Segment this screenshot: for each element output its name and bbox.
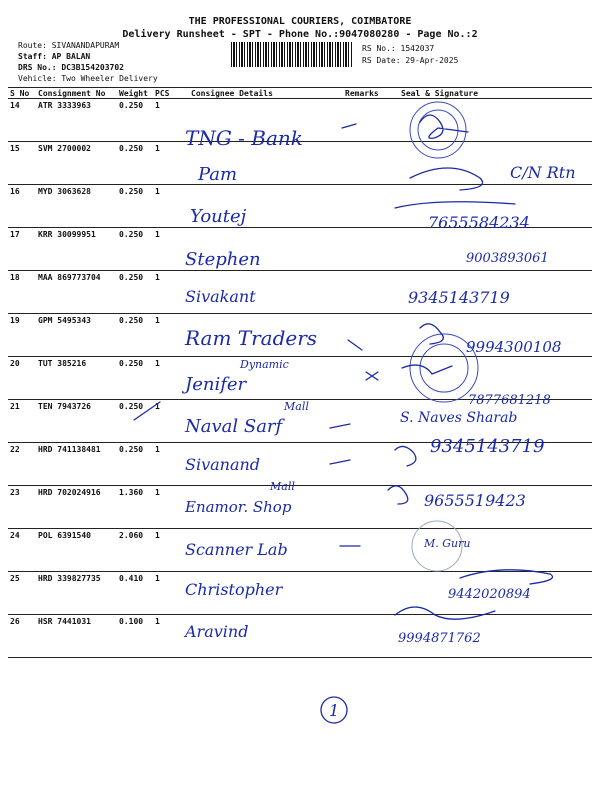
consignment-no: MYD 3063628 <box>36 185 117 228</box>
pcs: 1 <box>153 486 189 529</box>
handwritten-consignee: Sivanand <box>185 455 261 474</box>
weight: 0.250 <box>117 443 153 486</box>
handwritten-consignee: Scanner Lab <box>185 540 288 559</box>
handwritten-phone: 9655519423 <box>424 491 526 510</box>
pcs: 1 <box>153 572 189 615</box>
weight: 2.060 <box>117 529 153 572</box>
handwritten-consignee: Mall <box>270 480 295 493</box>
weight: 0.250 <box>117 314 153 357</box>
sno: 19 <box>8 314 36 357</box>
pcs: 1 <box>153 99 189 142</box>
pcs: 1 <box>153 185 189 228</box>
consignment-no: GPM 5495343 <box>36 314 117 357</box>
weight: 0.410 <box>117 572 153 615</box>
rs-number: RS No.: 1542037 <box>362 44 435 53</box>
pcs: 1 <box>153 529 189 572</box>
sno: 20 <box>8 357 36 400</box>
remarks-stroke <box>348 340 362 350</box>
col-sno: S No <box>8 88 36 99</box>
consignment-no: POL 6391540 <box>36 529 117 572</box>
signature-mark <box>402 365 452 374</box>
pcs: 1 <box>153 400 189 443</box>
sno: 25 <box>8 572 36 615</box>
sno: 23 <box>8 486 36 529</box>
handwritten-name: S. Naves Sharab <box>400 410 518 426</box>
sno: 24 <box>8 529 36 572</box>
weight: 0.250 <box>117 400 153 443</box>
signature-mark <box>395 607 495 619</box>
handwritten-phone: 9345143719 <box>430 436 545 457</box>
signature-mark <box>395 202 515 208</box>
weight: 0.250 <box>117 99 153 142</box>
handwritten-consignee: Stephen <box>185 249 261 270</box>
signature-mark <box>395 446 416 466</box>
page-mark: 1 <box>329 701 340 720</box>
consignment-no: MAA 869773704 <box>36 271 117 314</box>
remarks-stroke <box>342 124 356 128</box>
handwritten-consignee: TNG - Bank <box>185 126 303 150</box>
handwritten-phone: 7877681218 <box>468 393 551 408</box>
col-remarks: Remarks <box>343 88 399 99</box>
sno: 15 <box>8 142 36 185</box>
consignment-no: HRD 702024916 <box>36 486 117 529</box>
col-weight: Weight <box>117 88 153 99</box>
consignment-no: ATR 3333963 <box>36 99 117 142</box>
handwritten-note: C/N Rtn <box>510 163 576 182</box>
drs-number: DRS No.: DC3B154203702 <box>18 63 124 72</box>
remarks-stroke <box>134 402 160 420</box>
weight: 1.360 <box>117 486 153 529</box>
route-label: Route: SIVANANDAPURAM <box>18 41 120 50</box>
handwritten-phone: 9003893061 <box>466 251 549 266</box>
pcs: 1 <box>153 357 189 400</box>
handwritten-consignee: Youtej <box>190 206 247 227</box>
weight: 0.250 <box>117 228 153 271</box>
pcs: 1 <box>153 615 189 658</box>
signature-mark <box>460 570 553 584</box>
rs-date: RS Date: 29-Apr-2025 <box>362 56 459 65</box>
handwritten-consignee: Mall <box>284 400 309 413</box>
consignment-no: KRR 30099951 <box>36 228 117 271</box>
consignment-no: SVM 2700002 <box>36 142 117 185</box>
handwritten-consignee: Ram Traders <box>185 326 318 350</box>
sno: 17 <box>8 228 36 271</box>
col-consignee: Consignee Details <box>189 88 343 99</box>
handwritten-name: M. Guru <box>424 537 471 550</box>
vehicle-label: Vehicle: Two Wheeler Delivery <box>18 74 158 83</box>
handwritten-consignee: Pam <box>198 164 238 185</box>
handwritten-phone: 9994300108 <box>466 338 562 356</box>
handwritten-consignee: Naval Sarf <box>185 416 283 437</box>
handwritten-consignee: Christopher <box>185 580 283 599</box>
runsheet-title: Delivery Runsheet - SPT - Phone No.:9047080280 - Page No.:2 <box>122 29 478 40</box>
sno: 21 <box>8 400 36 443</box>
company-title: THE PROFESSIONAL COURIERS, COIMBATORE <box>188 16 412 27</box>
sno: 14 <box>8 99 36 142</box>
handwritten-phone: 9345143719 <box>408 288 510 307</box>
handwritten-consignee: Sivakant <box>185 287 256 306</box>
consignment-no: HSR 7441031 <box>36 615 117 658</box>
signature-mark <box>420 115 468 138</box>
consignment-no: HRD 741138481 <box>36 443 117 486</box>
handwritten-phone: 9442020894 <box>448 587 531 602</box>
handwritten-phone: 9994871762 <box>398 631 481 646</box>
handwritten-phone: 7655584234 <box>428 213 530 232</box>
handwritten-consignee: Enamor. Shop <box>185 498 292 516</box>
remarks-stroke <box>330 424 350 428</box>
staff-label: Staff: AP BALAN <box>18 52 91 61</box>
handwritten-consignee: Dynamic <box>240 358 289 371</box>
sno: 26 <box>8 615 36 658</box>
pcs: 1 <box>153 228 189 271</box>
col-seal-signature: Seal & Signature <box>399 88 592 99</box>
weight: 0.250 <box>117 271 153 314</box>
pcs: 1 <box>153 443 189 486</box>
pcs: 1 <box>153 271 189 314</box>
signature-mark <box>410 168 483 190</box>
consignment-no: HRD 339827735 <box>36 572 117 615</box>
sno: 18 <box>8 271 36 314</box>
signature-mark <box>388 486 408 504</box>
sno: 16 <box>8 185 36 228</box>
remarks-stroke <box>330 460 350 464</box>
col-consignment: Consignment No <box>36 88 117 99</box>
weight: 0.250 <box>117 142 153 185</box>
remarks-stroke <box>366 372 378 380</box>
weight: 0.250 <box>117 185 153 228</box>
weight: 0.250 <box>117 357 153 400</box>
sno: 22 <box>8 443 36 486</box>
weight: 0.100 <box>117 615 153 658</box>
col-pcs: PCS <box>153 88 189 99</box>
pcs: 1 <box>153 314 189 357</box>
pcs: 1 <box>153 142 189 185</box>
handwritten-consignee: Aravind <box>185 622 249 641</box>
consignment-no: TEN 7943726 <box>36 400 117 443</box>
handwritten-consignee: Jenifer <box>185 374 247 395</box>
consignment-no: TUT 385216 <box>36 357 117 400</box>
